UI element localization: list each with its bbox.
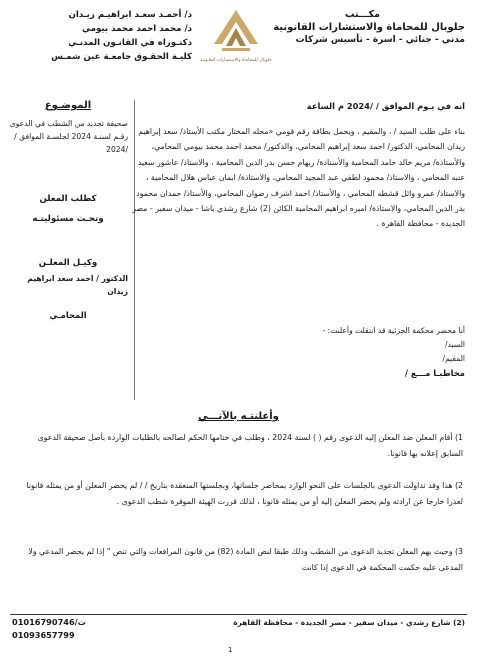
university: كليـة الحقـوق جامعـة عين شمـس: [51, 52, 192, 62]
footer-phones: [12, 616, 86, 642]
degree: دكتـوراه في القانـون المدنـي: [68, 38, 192, 48]
intro-paragraph: بناء على طلب السيد / ، والمقيم ، ويحمل بطاقة رقم قومي «محله المختار مكتب الأستاذ/ سعد إبراهيم زيدان المحامي، الدكتور/ احمد سعد إبراهيم المحامي، والدكتور/ محمد احمد محمد بيومي المحامي، والأستاذة/ مريم خالد حامد المحامية والأستاذة/ ريهام حسن بدر الدين المحامية ، والاستاذ/ عاشور سعيد عنبه المحامي ، والاستاذ/ محمود لطفي عبد المجيد المحامي، والاستاذة/ ايمان عباس هلال المحامية ، والاستاذ/ عمرو وائل قشطه المحامي ، والأستاذ/ احمد اشرف رضوان المحامي، والأستاذ/ حمدان محمود بدر الدين المحامي، والاستاذة/ اميره ابراهيم المحامية الكائن (2) شارع رشدي باشا - ميدان سفير - مصر الجديدة - محافظة القاهرة .: [132, 127, 465, 229]
announcement-fields: [130, 324, 465, 380]
addressed-line: مخاطبـا مـــع /: [404, 368, 465, 378]
clause-1: 1) أقام المعلن ضد المعلن إليه الدعوى رقم ( ) لسنة 2024 ، وطلب في ختامها الحكم لصالحه بالطلبات الواردة بأصل صحيفة الدعوى السابق إعلانه بها قانونا.: [37, 433, 463, 458]
page-number: 1: [228, 646, 233, 654]
date-line: انه في يـوم الموافق / /2024 م الساعة: [306, 101, 465, 111]
agent-role: المحامـي: [49, 310, 87, 320]
clause-2: 2) هذا وقد تداولت الدعوى بالجلسات على النحو الوارد بمحاضر جلساتها، وبجلستها المنعقدة بتاريخ / / لم يحضر المعلن أو من يمثله قانونا لعذرا خارجا عن ارادته ولم يحضر المعلن إليه أو من يمثله قانونا ، لذلك قررت الهيئة الموقرة شطب الدعوى .: [26, 481, 463, 506]
clause-3: 3) وحيث يهم المعلن تجديد الدعوى من الشطب وذلك طبقا لنص المادة (82) من قانون المرافعات والتي تنص " إذا لم يحضر المدعي ولا المدعى عليه حكمت المحكمة في الدعوى إذا كانت: [28, 547, 463, 572]
section-heading-text: وأعلنتـه بالآتـــي: [198, 411, 279, 422]
phone-2: 01093657799: [12, 630, 75, 640]
logo-caption: جلوبال للمحاماة والاستشارات القانونية: [200, 58, 272, 63]
announcer-responsibility: وتحـت مسئوليتـه: [32, 214, 104, 224]
firm-name: جلوبال للمحاماة والاستشارات القانونية: [273, 22, 465, 33]
footer-divider: [10, 614, 467, 615]
announcer-request: كطلب المعلن: [39, 194, 97, 204]
residence-line: المقيم/: [442, 354, 465, 363]
bailiff-line: أنا محضر محكمة الجزئية قد انتقلت وأعلنت: -: [322, 326, 465, 335]
footer-address: (2) شارع رشدي - ميدان سفير - مصر الجديدة - محافظة القاهرة: [233, 618, 465, 627]
phone-1: 01016790746/ت: [12, 617, 86, 627]
section-heading: [0, 411, 477, 422]
practice-areas: مدني - جنائي - اسرة - تأسيس شركات: [295, 35, 465, 45]
topic-title: الموضـوع: [44, 100, 92, 111]
header-left: [12, 8, 192, 64]
agent-title: وكيـل المعلـن: [38, 258, 98, 268]
topic-text: صحيفة تجديد من الشطب في الدعوى رقـم لسنـة 2024 لجلسـة الموافق / /2024: [9, 119, 128, 154]
header-right: [260, 8, 465, 47]
sidebar: [8, 100, 128, 320]
recipient-line: السيد/: [444, 340, 465, 349]
agent-name: الدكتور / احمد سعد ابراهيم زيدان: [27, 274, 128, 296]
lawyer-name-1: د/ أحمـد سعـد ابراهيـم زيـدان: [68, 10, 192, 20]
lawyer-name-2: د/ محمد احمد محمد بيومي: [82, 24, 192, 34]
office-label: مكـــتب: [344, 9, 381, 20]
